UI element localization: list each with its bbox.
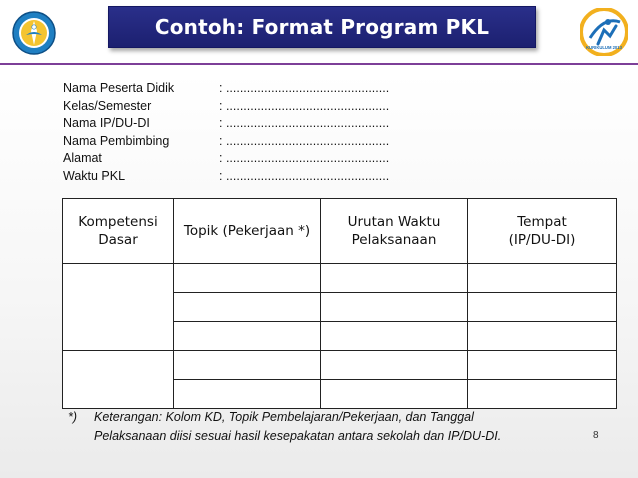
field-blank: : ............................................... bbox=[219, 168, 390, 183]
field-blank: : ............................................... bbox=[219, 116, 390, 130]
table-row bbox=[63, 264, 617, 293]
field-label: Nama IP/DU-DI bbox=[63, 116, 150, 130]
table-cell[interactable] bbox=[468, 380, 617, 409]
header-topik bbox=[174, 199, 321, 264]
header-text: Pelaksanaan bbox=[351, 232, 437, 248]
kd-cell[interactable] bbox=[63, 264, 174, 351]
header-text: Kompetensi bbox=[78, 214, 158, 230]
field-label: Alamat bbox=[63, 151, 102, 165]
header-urutan-waktu bbox=[321, 199, 468, 264]
page-number: 8 bbox=[593, 430, 599, 441]
table-cell[interactable] bbox=[174, 351, 321, 380]
field-blank: : ............................................... bbox=[219, 98, 390, 113]
table-cell[interactable] bbox=[321, 264, 468, 293]
header-divider bbox=[0, 63, 638, 65]
header-text: (IP/DU-DI) bbox=[508, 232, 576, 248]
footnote-text bbox=[94, 408, 574, 446]
footnote-mark: *) bbox=[68, 410, 78, 424]
header-text: Dasar bbox=[98, 232, 138, 248]
table-cell[interactable] bbox=[321, 380, 468, 409]
header-tempat bbox=[468, 199, 617, 264]
logo-caption: KURIKULUM 2013 bbox=[586, 45, 622, 50]
table-cell[interactable] bbox=[174, 264, 321, 293]
footnote-line-1: Keterangan: Kolom KD, Topik Pembelajaran/Pekerjaan, dan Tanggal bbox=[94, 410, 474, 424]
header-text: Urutan Waktu bbox=[347, 214, 441, 230]
field-blank: : ............................................... bbox=[219, 133, 390, 148]
field-label: Kelas/Semester bbox=[63, 98, 152, 113]
table-cell[interactable] bbox=[174, 322, 321, 351]
tut-wuri-handayani-logo-icon bbox=[12, 11, 56, 55]
field-label: Waktu PKL bbox=[63, 168, 126, 183]
field-blank: : ............................................... bbox=[219, 81, 390, 95]
table-row bbox=[63, 351, 617, 380]
header-text: Tempat bbox=[517, 214, 567, 230]
table-cell[interactable] bbox=[174, 380, 321, 409]
table-cell[interactable] bbox=[468, 293, 617, 322]
table-cell[interactable] bbox=[321, 322, 468, 351]
program-table bbox=[62, 198, 617, 409]
header-text: Topik (Pekerjaan *) bbox=[183, 223, 311, 239]
table-header-row bbox=[63, 199, 617, 264]
field-label: Nama Peserta Didik bbox=[63, 81, 175, 95]
table-cell[interactable] bbox=[468, 322, 617, 351]
table-cell[interactable] bbox=[468, 351, 617, 380]
header-kompetensi-dasar bbox=[63, 199, 174, 264]
field-label: Nama Pembimbing bbox=[63, 133, 170, 148]
table-cell[interactable] bbox=[321, 293, 468, 322]
table-cell[interactable] bbox=[321, 351, 468, 380]
kurikulum-2013-logo-icon bbox=[580, 8, 628, 56]
table-cell[interactable] bbox=[174, 293, 321, 322]
field-blank: : ............................................... bbox=[219, 151, 390, 165]
kd-cell[interactable] bbox=[63, 351, 174, 409]
slide-title: Contoh: Format Program PKL bbox=[108, 6, 536, 48]
table-cell[interactable] bbox=[468, 264, 617, 293]
footnote-line-2: Pelaksanaan diisi sesuai hasil kesepakatan antara sekolah dan IP/DU-DI. bbox=[94, 429, 502, 443]
